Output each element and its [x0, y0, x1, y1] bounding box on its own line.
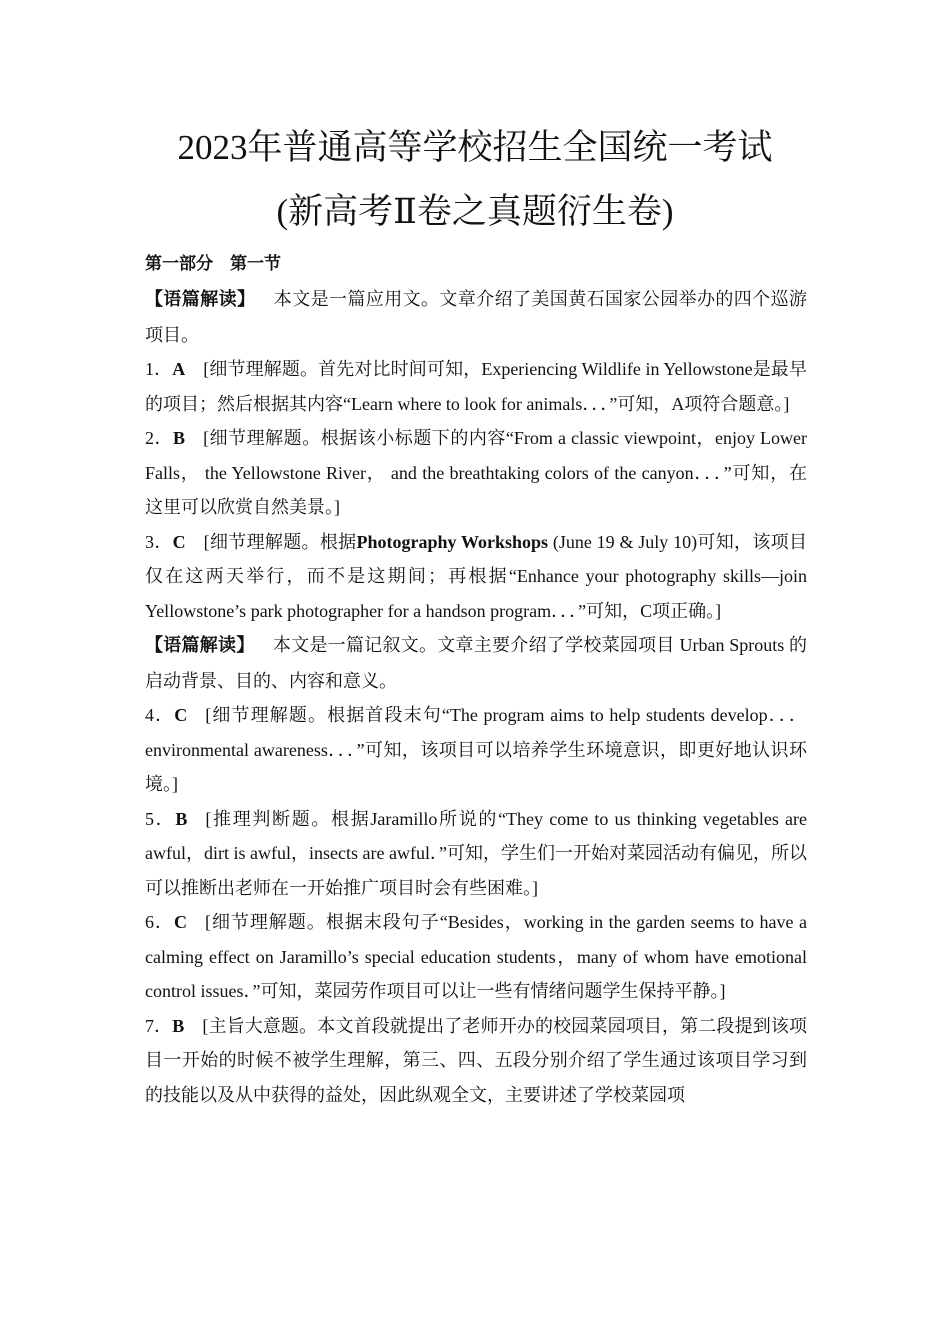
- answer-item-6: [145, 905, 807, 1009]
- answer-number: 6．: [145, 912, 174, 932]
- answer-explanation: [细节理解题。根据末段句子“Besides，working in the garden seems to have a calming effect on Jaramillo’s special education students，many of whom have emotional control issues．”可知，菜园劳作项目可以让一些有情绪问题学生保持平静。]: [145, 912, 807, 1001]
- passage-b-reading: [145, 628, 807, 698]
- answer-letter: A: [172, 359, 186, 379]
- answer-item-1: [145, 352, 807, 421]
- passage-a-summary: 本文是一篇应用文。文章介绍了美国黄石国家公园举办的四个巡游项目。: [145, 289, 808, 345]
- section-heading: 第一部分 第一节: [145, 254, 281, 274]
- answer-item-7: [145, 1009, 807, 1113]
- answer-explanation: [推理判断题。根据Jaramillo所说的“They come to us thinking vegetables are awful，dirt is awful，insects are awful．”可知，学生们一开始对菜园活动有偏见，所以可以推断出老师在一开始推广项目时会有些困难。]: [145, 808, 807, 898]
- answer-item-2: [145, 421, 807, 525]
- passage-a-head: 【语篇解读】: [145, 289, 256, 310]
- answer-letter: B: [173, 428, 186, 448]
- document-title: 2023年普通高等学校招生全国统一考试: [177, 128, 773, 167]
- answer-explanation: [细节理解题。根据首段末句“The program aims to help students develop．．．environmental awareness．．．”可知，该项目可以培养学生环境意识，即更好地认识环境。]: [145, 705, 807, 794]
- answer-number: 2．: [145, 428, 174, 448]
- answer-letter: C: [172, 531, 186, 552]
- answer-bold-phrase: Photography Workshops: [356, 531, 549, 552]
- answer-letter: B: [172, 1015, 185, 1036]
- document-subtitle: (新高考Ⅱ卷之真题衍生卷): [276, 192, 674, 231]
- answer-item-3: [145, 525, 807, 629]
- answer-letter: C: [173, 912, 187, 932]
- answer-number: 3．: [145, 531, 173, 552]
- answer-item-5: [145, 802, 807, 906]
- answer-explanation: [细节理解题。根据该小标题下的内容“From a classic viewpoint，enjoy Lower Falls， the Yellowstone River， and the breathtaking colors of the canyon．．．”可知，在这里可以欣赏自然美景。]: [145, 428, 807, 517]
- answer-content: [145, 250, 807, 1112]
- answer-number: 7．: [145, 1015, 173, 1036]
- answer-letter: C: [174, 705, 188, 725]
- passage-a-reading: [145, 282, 807, 352]
- answer-item-4: [145, 698, 807, 802]
- answer-explanation: [细节理解题。首先对比时间可知，Experiencing Wildlife in Yellowstone是最早的项目；然后根据其内容“Learn where to look for animals．．．”可知，A项符合题意。]: [145, 359, 807, 414]
- answer-number: 1．: [145, 359, 173, 379]
- answer-explanation: [主旨大意题。本文首段就提出了老师开办的校园菜园项目，第二段提到该项目一开始的时候不被学生理解，第三、四、五段分别介绍了学生通过该项目学习到的技能以及从中获得的益处，因此纵观全文，主要讲述了学校菜园项: [145, 1015, 808, 1105]
- passage-b-summary: 本文是一篇记叙文。文章主要介绍了学校菜园项目 Urban Sprouts 的启动背景、目的、内容和意义。: [145, 635, 807, 691]
- answer-letter: B: [175, 808, 188, 829]
- answer-explanation-end: (June 19 & July 10)可知，该项目仅在这两天举行，而不是这期间；再根据“Enhance your photography skills—join Yellowstone’s park photographer for a handson program．．．”可知，C项正确。]: [145, 531, 807, 621]
- passage-b-head: 【语篇解读】: [145, 635, 255, 656]
- answer-number: 4．: [145, 705, 175, 725]
- answer-number: 5．: [145, 808, 176, 829]
- answer-explanation-start: [细节理解题。根据: [203, 531, 357, 552]
